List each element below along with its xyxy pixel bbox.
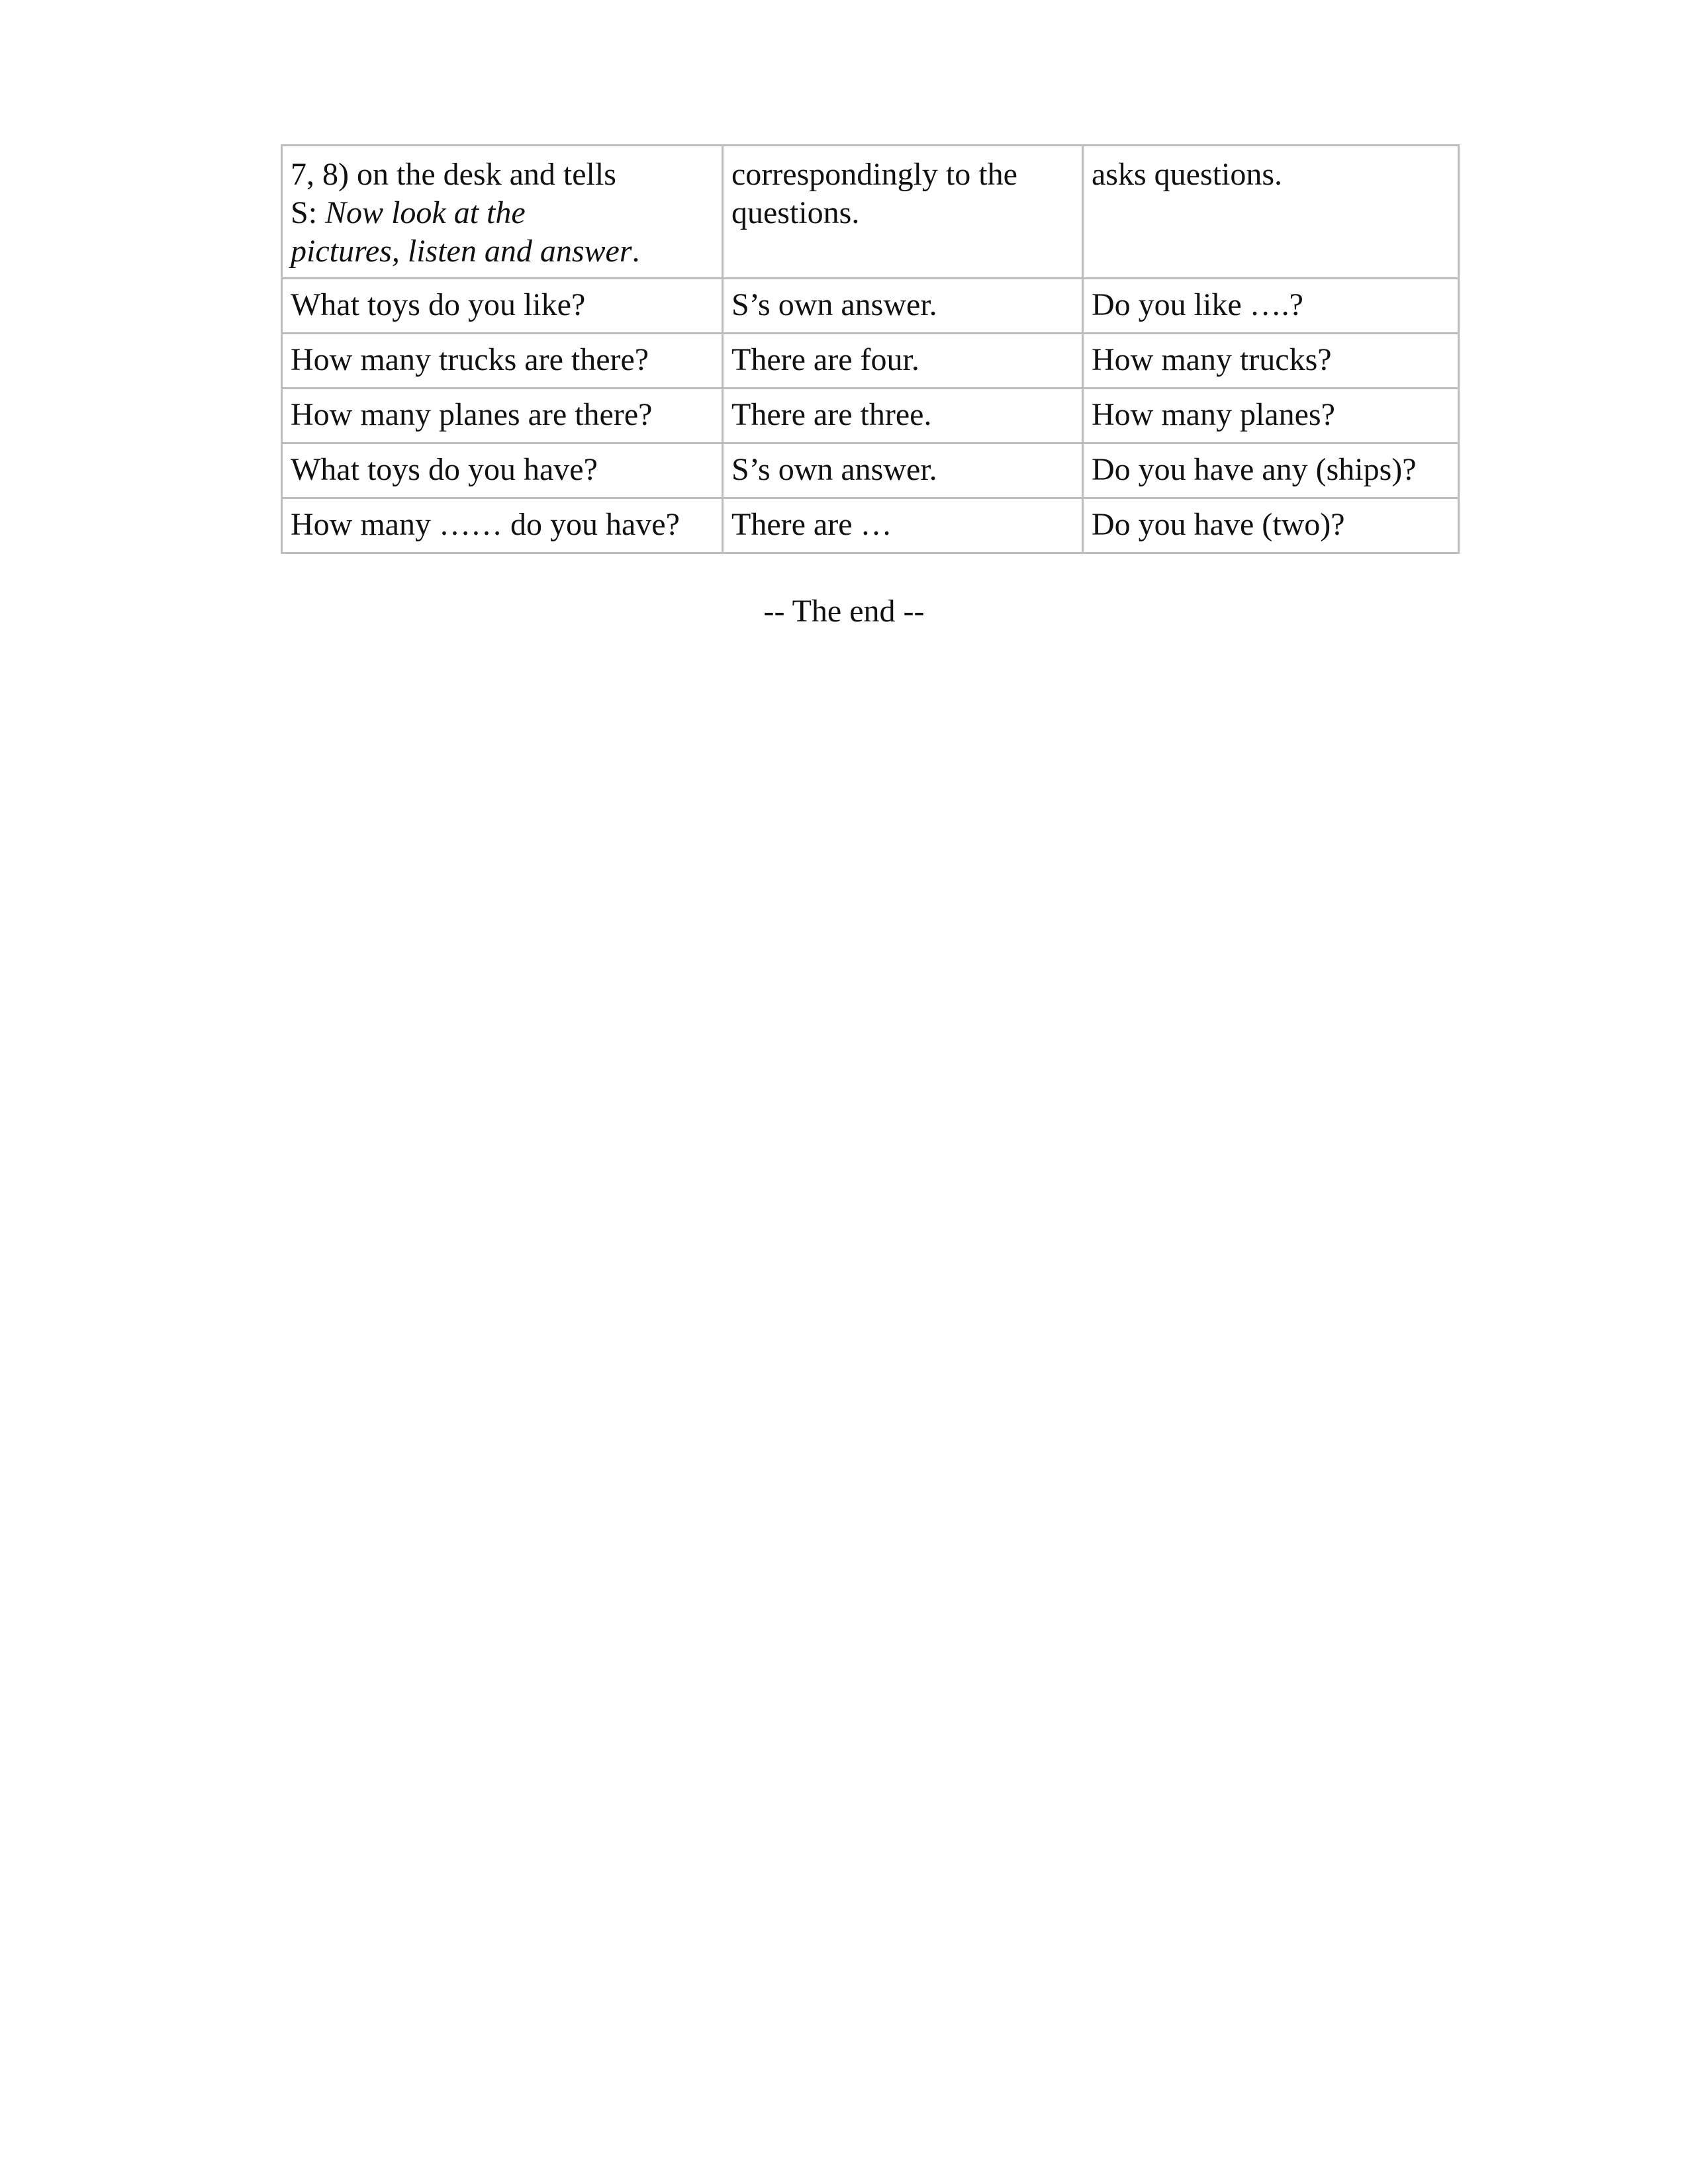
cell-line: asks questions.	[1092, 157, 1282, 192]
prompt-cell: Do you have any (ships)?	[1083, 443, 1459, 498]
answer-cell: S’s own answer.	[723, 443, 1083, 498]
cell-line	[291, 232, 714, 271]
instruction-text: Now look at the	[325, 195, 526, 230]
table-row	[282, 498, 1459, 553]
answer-cell: S’s own answer.	[723, 279, 1083, 334]
table-row	[282, 279, 1459, 334]
prompt-cell: How many trucks?	[1083, 334, 1459, 388]
teacher-activity-cell	[282, 146, 723, 279]
speaker-label: S:	[291, 195, 326, 230]
student-activity-cell	[723, 146, 1083, 279]
question-cell: How many …… do you have?	[282, 498, 723, 553]
answer-cell: There are four.	[723, 334, 1083, 388]
question-cell: What toys do you like?	[282, 279, 723, 334]
answer-cell: There are three.	[723, 388, 1083, 443]
end-marker: -- The end --	[763, 594, 925, 629]
prompt-cell: Do you have (two)?	[1083, 498, 1459, 553]
prompt-cell: How many planes?	[1083, 388, 1459, 443]
punctuation: .	[632, 234, 640, 269]
cell-line: 7, 8) on the desk and tells	[291, 157, 616, 192]
support-cell	[1083, 146, 1459, 279]
lesson-table	[281, 144, 1460, 554]
table-row	[282, 443, 1459, 498]
table-row	[282, 146, 1459, 279]
question-cell: What toys do you have?	[282, 443, 723, 498]
answer-cell: There are …	[723, 498, 1083, 553]
question-cell: How many planes are there?	[282, 388, 723, 443]
instruction-text: pictures, listen and answer	[291, 234, 632, 269]
table-row	[282, 334, 1459, 388]
cell-line: questions.	[731, 195, 860, 230]
question-cell: How many trucks are there?	[282, 334, 723, 388]
cell-line	[291, 194, 714, 232]
cell-line: correspondingly to the	[731, 157, 1017, 192]
prompt-cell: Do you like ….?	[1083, 279, 1459, 334]
table-row	[282, 388, 1459, 443]
